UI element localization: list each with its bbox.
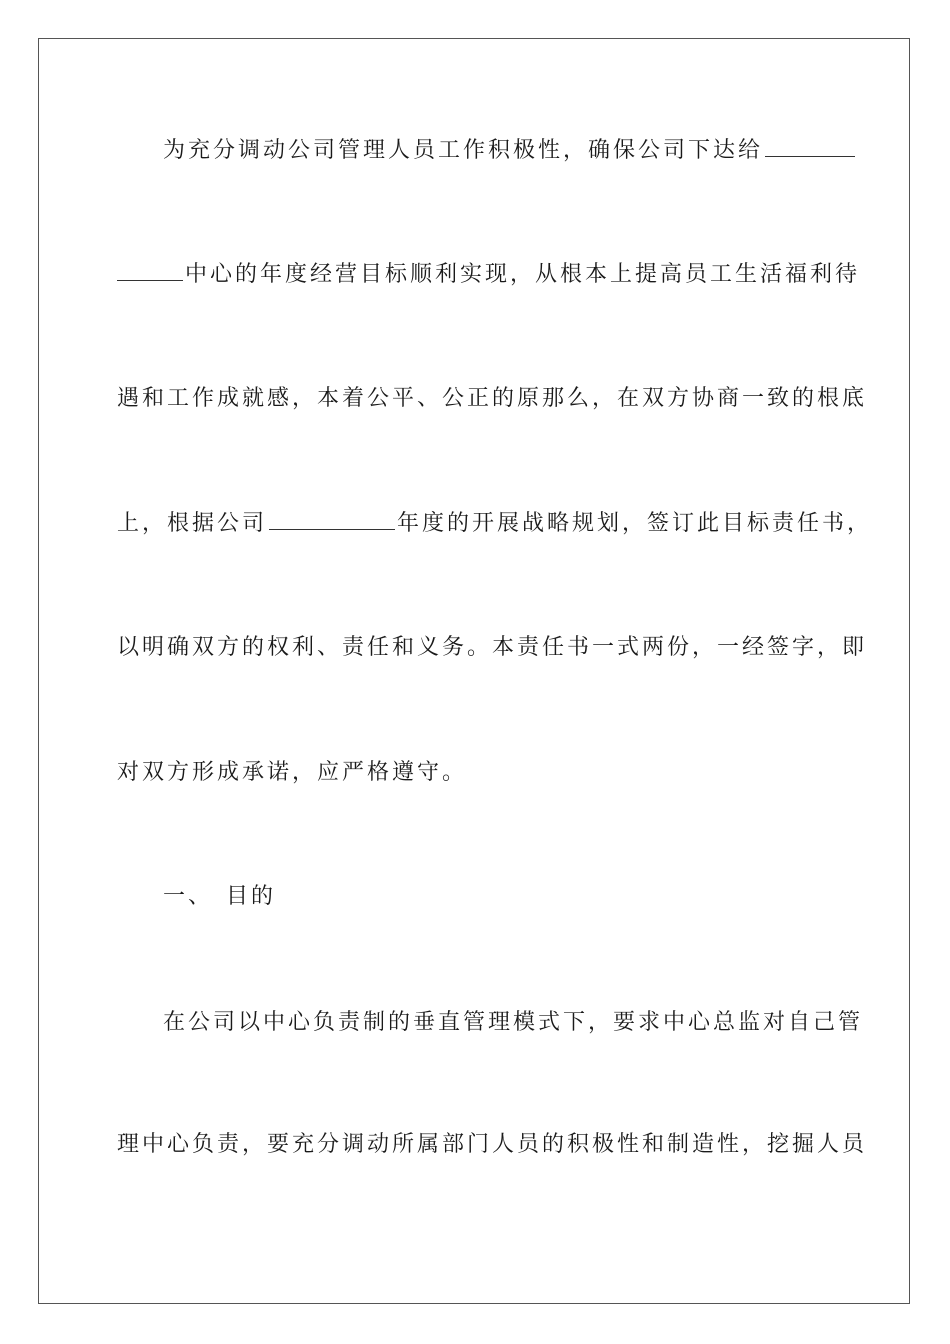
paragraph-1-line-5	[117, 633, 867, 663]
page-border	[38, 38, 910, 1304]
paragraph-2-line-1	[163, 1008, 863, 1038]
fill-in-blank-center-name-part-1[interactable]	[765, 138, 855, 157]
paragraph-1-line-2	[117, 260, 860, 290]
paragraph-1-line-3-text: 遇和工作成就感，本着公平、公正的原那么，在双方协商一致的根底	[117, 386, 868, 411]
paragraph-1-line-5-text: 以明确双方的权利、责任和义务。本责任书一式两份，一经签字，即	[117, 635, 868, 660]
fill-in-blank-center-name-part-2[interactable]	[117, 262, 183, 281]
paragraph-1-line-4-before-text: 上，根据公司	[117, 511, 268, 536]
paragraph-1-line-3	[117, 384, 867, 414]
paragraph-1-line-6-text: 对双方形成承诺，应严格遵守。	[117, 760, 468, 785]
section-1-title: 目的	[226, 884, 277, 909]
paragraph-2-line-2	[117, 1130, 867, 1160]
paragraph-1-line-6	[117, 758, 467, 788]
paragraph-1-line-4-after-text: 年度的开展战略规划，签订此目标责任书，	[397, 511, 873, 536]
paragraph-1-line-4	[117, 509, 872, 539]
paragraph-1-line-1	[163, 136, 857, 166]
paragraph-2-line-2-text: 理中心负责，要充分调动所属部门人员的积极性和制造性，挖掘人员	[117, 1132, 868, 1157]
paragraph-1-line-1-text: 为充分调动公司管理人员工作积极性，确保公司下达给	[163, 138, 764, 163]
fill-in-blank-year[interactable]	[269, 511, 395, 530]
paragraph-2-line-1-text: 在公司以中心负责制的垂直管理模式下，要求中心总监对自己管	[163, 1010, 864, 1035]
paragraph-1-line-2-text: 中心的年度经营目标顺利实现，从根本上提高员工生活福利待	[185, 262, 861, 287]
section-1-number: 一、	[163, 884, 214, 909]
